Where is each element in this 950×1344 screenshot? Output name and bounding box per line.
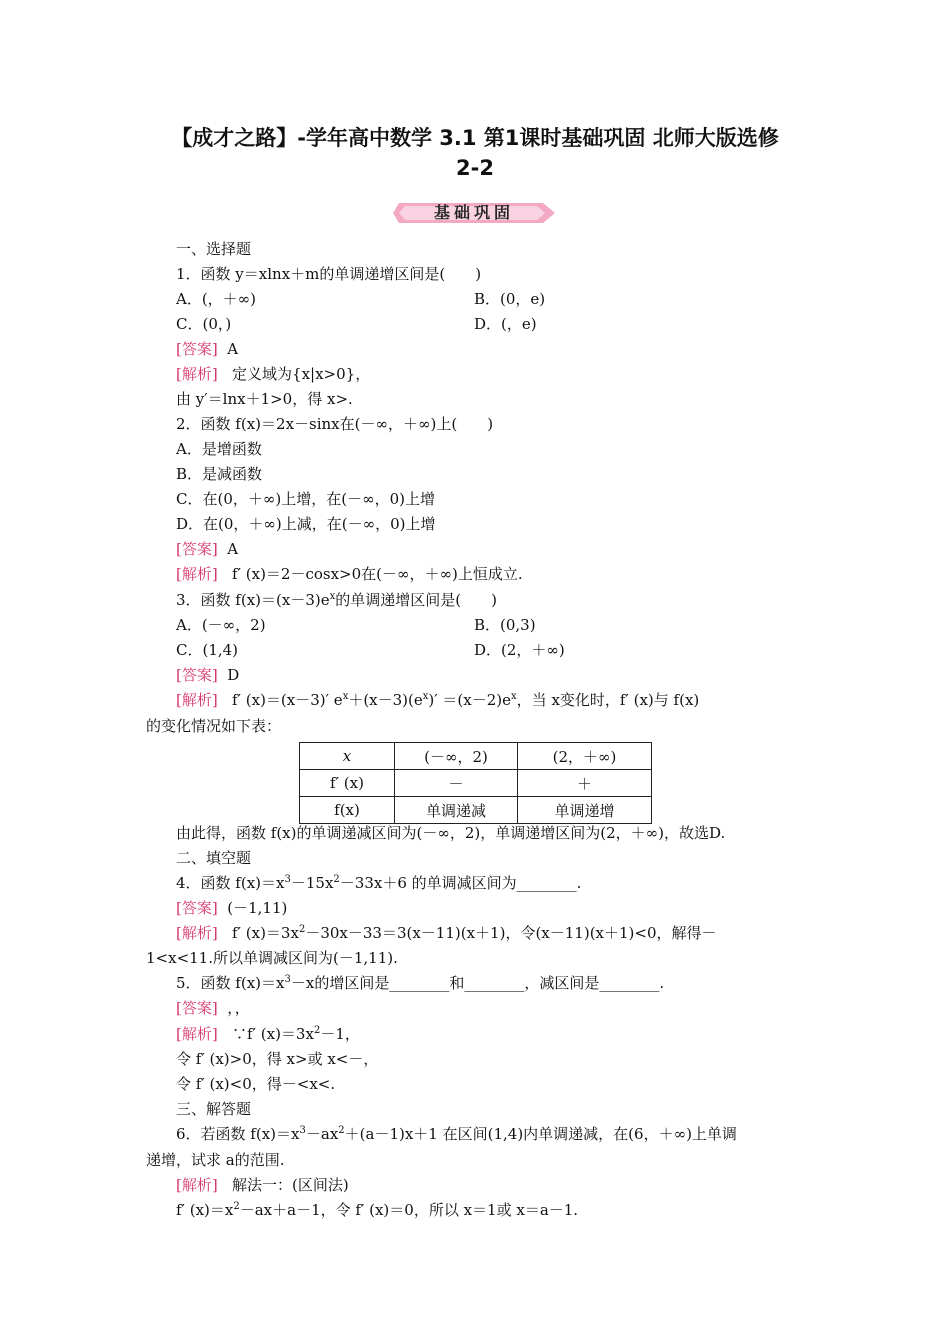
question-5 bbox=[176, 973, 664, 993]
q3-option-a: A．(－∞，2) bbox=[176, 616, 266, 634]
table-cell: － bbox=[395, 770, 518, 797]
q3-exp-sup3: x bbox=[511, 691, 517, 702]
q2-answer-line bbox=[176, 539, 238, 559]
table-row bbox=[300, 743, 652, 770]
q3-text: 3．函数 f(x)＝(x－3)e bbox=[176, 591, 330, 609]
q4-a: 4．函数 f(x)＝x bbox=[176, 874, 285, 892]
q4-c: －33x＋6 的单调减区间为________. bbox=[339, 874, 582, 892]
q3-explanation-line bbox=[176, 690, 699, 710]
q5-explanation-3: 令 f′ (x)<0，得－<x<. bbox=[176, 1075, 336, 1093]
explanation-tag: [解析] bbox=[176, 365, 218, 383]
table-row bbox=[300, 797, 652, 824]
q5-answer: ，， bbox=[227, 999, 250, 1017]
q1-answer-line bbox=[176, 339, 238, 359]
page-title-line1: 【成才之路】-学年高中数学 3.1 第1课时基础巩固 北师大版选修 bbox=[171, 126, 779, 150]
q4-answer-line bbox=[176, 898, 287, 918]
table-cell: f′ (x) bbox=[300, 770, 395, 797]
q5-answer-line bbox=[176, 998, 250, 1018]
q5-explanation-2: 令 f′ (x)>0，得 x>或 x<－， bbox=[176, 1050, 379, 1068]
q5-b: －x的增区间是________和________，减区间是________. bbox=[290, 974, 665, 992]
q6-a: 6．若函数 f(x)＝x bbox=[176, 1125, 300, 1143]
q2-option-c: C．在(0，＋∞)上增，在(－∞，0)上增 bbox=[176, 490, 435, 508]
table-cell: (2，＋∞) bbox=[518, 743, 652, 770]
q5-exp-sup: 2 bbox=[313, 1025, 321, 1036]
q6-explanation: 解法一：(区间法) bbox=[232, 1176, 349, 1194]
table-row bbox=[300, 770, 652, 797]
q6-explanation-line bbox=[176, 1175, 349, 1195]
question-1: 1．函数 y＝xlnx＋m的单调递增区间是( ) bbox=[176, 265, 482, 283]
banner-label: 基础巩固 bbox=[433, 203, 514, 222]
answer-tag: [答案] bbox=[176, 999, 218, 1017]
table-cell: 单调递减 bbox=[395, 797, 518, 824]
q1-option-c: C．(0，) bbox=[176, 315, 232, 333]
q4-exp-a: f′ (x)＝3x bbox=[232, 924, 299, 942]
q6-c: ＋(a－1)x＋1 在区间(1,4)内单调递减，在(6，＋∞)上单调 bbox=[344, 1125, 737, 1143]
q4-exp-b: －30x－33＝3(x－11)(x＋1)，令(x－11)(x＋1)<0，解得－ bbox=[305, 924, 717, 942]
q2-explanation: f′ (x)＝2－cosx>0在(－∞，＋∞)上恒成立. bbox=[232, 565, 523, 583]
q1-explanation-line bbox=[176, 364, 370, 384]
table-cell: 单调递增 bbox=[518, 797, 652, 824]
q3-answer-line bbox=[176, 665, 239, 685]
q1-explanation-2: 由 y′＝lnx＋1>0，得 x>. bbox=[176, 390, 353, 408]
q3-option-c: C．(1,4) bbox=[176, 641, 239, 659]
q2-option-d: D．在(0，＋∞)上减，在(－∞，0)上增 bbox=[176, 515, 436, 533]
q3-explanation-2: 的变化情况如下表： bbox=[146, 717, 282, 735]
q3-exp-c: )′ ＝(x－2)e bbox=[428, 691, 512, 709]
q3-exp-d: ，当 x变化时，f′ (x)与 f(x) bbox=[516, 691, 700, 709]
question-2: 2．函数 f(x)＝2x－sinx在(－∞，＋∞)上( ) bbox=[176, 415, 494, 433]
table-cell: ＋ bbox=[518, 770, 652, 797]
table-cell: f(x) bbox=[300, 797, 395, 824]
q6-sup2: 2 bbox=[338, 1125, 345, 1136]
section-heading-solve: 三、解答题 bbox=[176, 1100, 252, 1118]
section-banner bbox=[393, 201, 555, 225]
q5-explanation-line bbox=[176, 1024, 360, 1044]
question-3 bbox=[176, 590, 497, 610]
q5-exp-b: －1， bbox=[320, 1025, 360, 1043]
question-6 bbox=[176, 1124, 737, 1144]
q1-option-a: A．(，＋∞) bbox=[176, 290, 257, 308]
answer-tag: [答案] bbox=[176, 540, 218, 558]
q6-exp2-a: f′ (x)＝x bbox=[176, 1201, 234, 1219]
q4-sup2: 2 bbox=[333, 874, 340, 885]
answer-tag: [答案] bbox=[176, 899, 218, 917]
q5-sup: 3 bbox=[284, 974, 291, 985]
q6-explanation-2 bbox=[176, 1200, 578, 1220]
q3-exp-b: ＋(x－3)(e bbox=[348, 691, 423, 709]
q3-conclusion: 由此得，函数 f(x)的单调递减区间为(－∞，2)，单调递增区间为(2，＋∞)，故选D. bbox=[176, 824, 726, 842]
q6-b: －ax bbox=[305, 1125, 339, 1143]
q4-explanation-2: 1<x<11.所以单调减区间为(－1,11). bbox=[146, 949, 398, 967]
q3-option-d: D．(2，＋∞) bbox=[474, 641, 565, 659]
question-6-line2: 递增，试求 a的范围. bbox=[146, 1151, 285, 1169]
answer-tag: [答案] bbox=[176, 666, 218, 684]
q4-answer: (－1,11) bbox=[227, 899, 288, 917]
explanation-tag: [解析] bbox=[176, 565, 218, 583]
q2-option-a: A．是增函数 bbox=[176, 440, 262, 458]
q2-explanation-line bbox=[176, 564, 523, 584]
q3-answer: D bbox=[227, 666, 240, 684]
q4-sup1: 3 bbox=[284, 874, 291, 885]
variation-table bbox=[299, 742, 652, 824]
answer-tag: [答案] bbox=[176, 340, 218, 358]
q6-sup1: 3 bbox=[299, 1125, 306, 1136]
q1-option-b: B．(0，e) bbox=[474, 290, 546, 308]
q1-explanation: 定义域为{x|x>0}， bbox=[232, 365, 371, 383]
section-heading-choice: 一、选择题 bbox=[176, 240, 252, 258]
q3-text-tail: 的单调递增区间是( ) bbox=[335, 591, 497, 609]
q6-exp2-sup: 2 bbox=[233, 1201, 240, 1212]
explanation-tag: [解析] bbox=[176, 691, 218, 709]
q3-exp-sup2: x bbox=[422, 691, 429, 702]
q1-answer: A bbox=[227, 340, 239, 358]
q5-a: 5．函数 f(x)＝x bbox=[176, 974, 285, 992]
explanation-tag: [解析] bbox=[176, 1176, 218, 1194]
q1-option-d: D．(，e) bbox=[474, 315, 537, 333]
explanation-tag: [解析] bbox=[176, 1025, 218, 1043]
page-title-line2: 2-2 bbox=[456, 156, 494, 180]
question-4 bbox=[176, 873, 581, 893]
q3-exp-sup1: x bbox=[342, 691, 349, 702]
q3-sup: x bbox=[329, 591, 336, 602]
q3-option-b: B．(0,3) bbox=[474, 616, 536, 634]
q4-explanation-line bbox=[176, 923, 717, 943]
q3-exp-a: f′ (x)＝(x－3)′ e bbox=[232, 691, 343, 709]
q6-exp2-b: －ax＋a－1，令 f′ (x)＝0，所以 x＝1或 x＝a－1. bbox=[239, 1201, 579, 1219]
table-cell: x bbox=[300, 743, 395, 770]
q2-answer: A bbox=[227, 540, 239, 558]
table-cell: (－∞，2) bbox=[395, 743, 518, 770]
q2-option-b: B．是减函数 bbox=[176, 465, 263, 483]
explanation-tag: [解析] bbox=[176, 924, 218, 942]
q4-b: －15x bbox=[290, 874, 334, 892]
section-heading-fill: 二、填空题 bbox=[176, 849, 252, 867]
q4-exp-sup: 2 bbox=[298, 924, 306, 935]
q5-exp-a: ∵f′ (x)＝3x bbox=[232, 1025, 314, 1043]
